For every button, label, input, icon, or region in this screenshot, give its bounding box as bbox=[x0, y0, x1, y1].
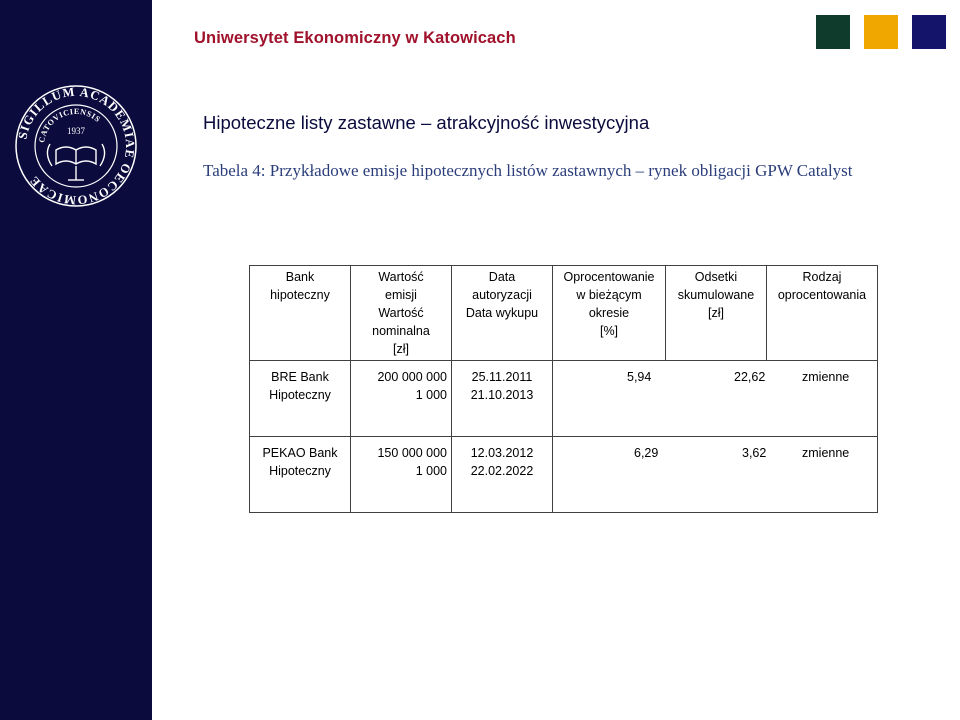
cell-rate-interest-type bbox=[553, 361, 878, 437]
table-row bbox=[250, 361, 878, 437]
brand-swatch-green bbox=[816, 15, 850, 49]
svg-text:CATOVICIENSIS: CATOVICIENSIS bbox=[37, 106, 103, 144]
university-seal-icon bbox=[14, 84, 138, 208]
header-rate-type: Rodzaj oprocentowania bbox=[767, 266, 878, 361]
cell-value: 200 000 000 1 000 bbox=[351, 361, 452, 437]
cell-bank: PEKAO Bank Hipoteczny bbox=[250, 437, 351, 513]
university-name: Uniwersytet Ekonomiczny w Katowicach bbox=[194, 29, 516, 47]
table-row bbox=[250, 437, 878, 513]
svg-text:1937: 1937 bbox=[67, 126, 85, 136]
table-caption: Tabela 4: Przykładowe emisje hipotecznych listów zastawnych – rynek obligacji GPW Catalyst bbox=[203, 161, 853, 180]
cell-dates: 12.03.2012 22.02.2022 bbox=[452, 437, 553, 513]
header-dates: Data autoryzacji Data wykupu bbox=[452, 266, 553, 361]
emissions-table bbox=[249, 265, 878, 513]
svg-text:SIGILLUM ACADEMIAE OECONOMICAE: SIGILLUM ACADEMIAE OECONOMICAE bbox=[15, 84, 138, 208]
header-interest: Odsetki skumulowane [zł] bbox=[666, 266, 767, 361]
cell-rate-type: zmienne bbox=[802, 370, 850, 384]
cell-bank: BRE Bank Hipoteczny bbox=[250, 361, 351, 437]
header-bank: Bank hipoteczny bbox=[250, 266, 351, 361]
cell-dates: 25.11.2011 21.10.2013 bbox=[452, 361, 553, 437]
slide-title: Hipoteczne listy zastawne – atrakcyjność inwestycyjna bbox=[203, 112, 650, 133]
cell-interest: 22,62 bbox=[734, 370, 766, 384]
header-value: Wartość emisji Wartość nominalna [zł] bbox=[351, 266, 452, 361]
cell-value: 150 000 000 1 000 bbox=[351, 437, 452, 513]
header-rate: Oprocentowanie w bieżącym okresie [%] bbox=[553, 266, 666, 361]
table-header-row bbox=[250, 266, 878, 361]
cell-rate-type: zmienne bbox=[802, 446, 850, 460]
cell-rate: 5,94 bbox=[627, 370, 652, 384]
brand-swatch-blue bbox=[912, 15, 946, 49]
sidebar bbox=[0, 0, 152, 720]
cell-rate-interest-type bbox=[553, 437, 878, 513]
brand-swatch-orange bbox=[864, 15, 898, 49]
cell-interest: 3,62 bbox=[742, 446, 767, 460]
cell-rate: 6,29 bbox=[634, 446, 659, 460]
